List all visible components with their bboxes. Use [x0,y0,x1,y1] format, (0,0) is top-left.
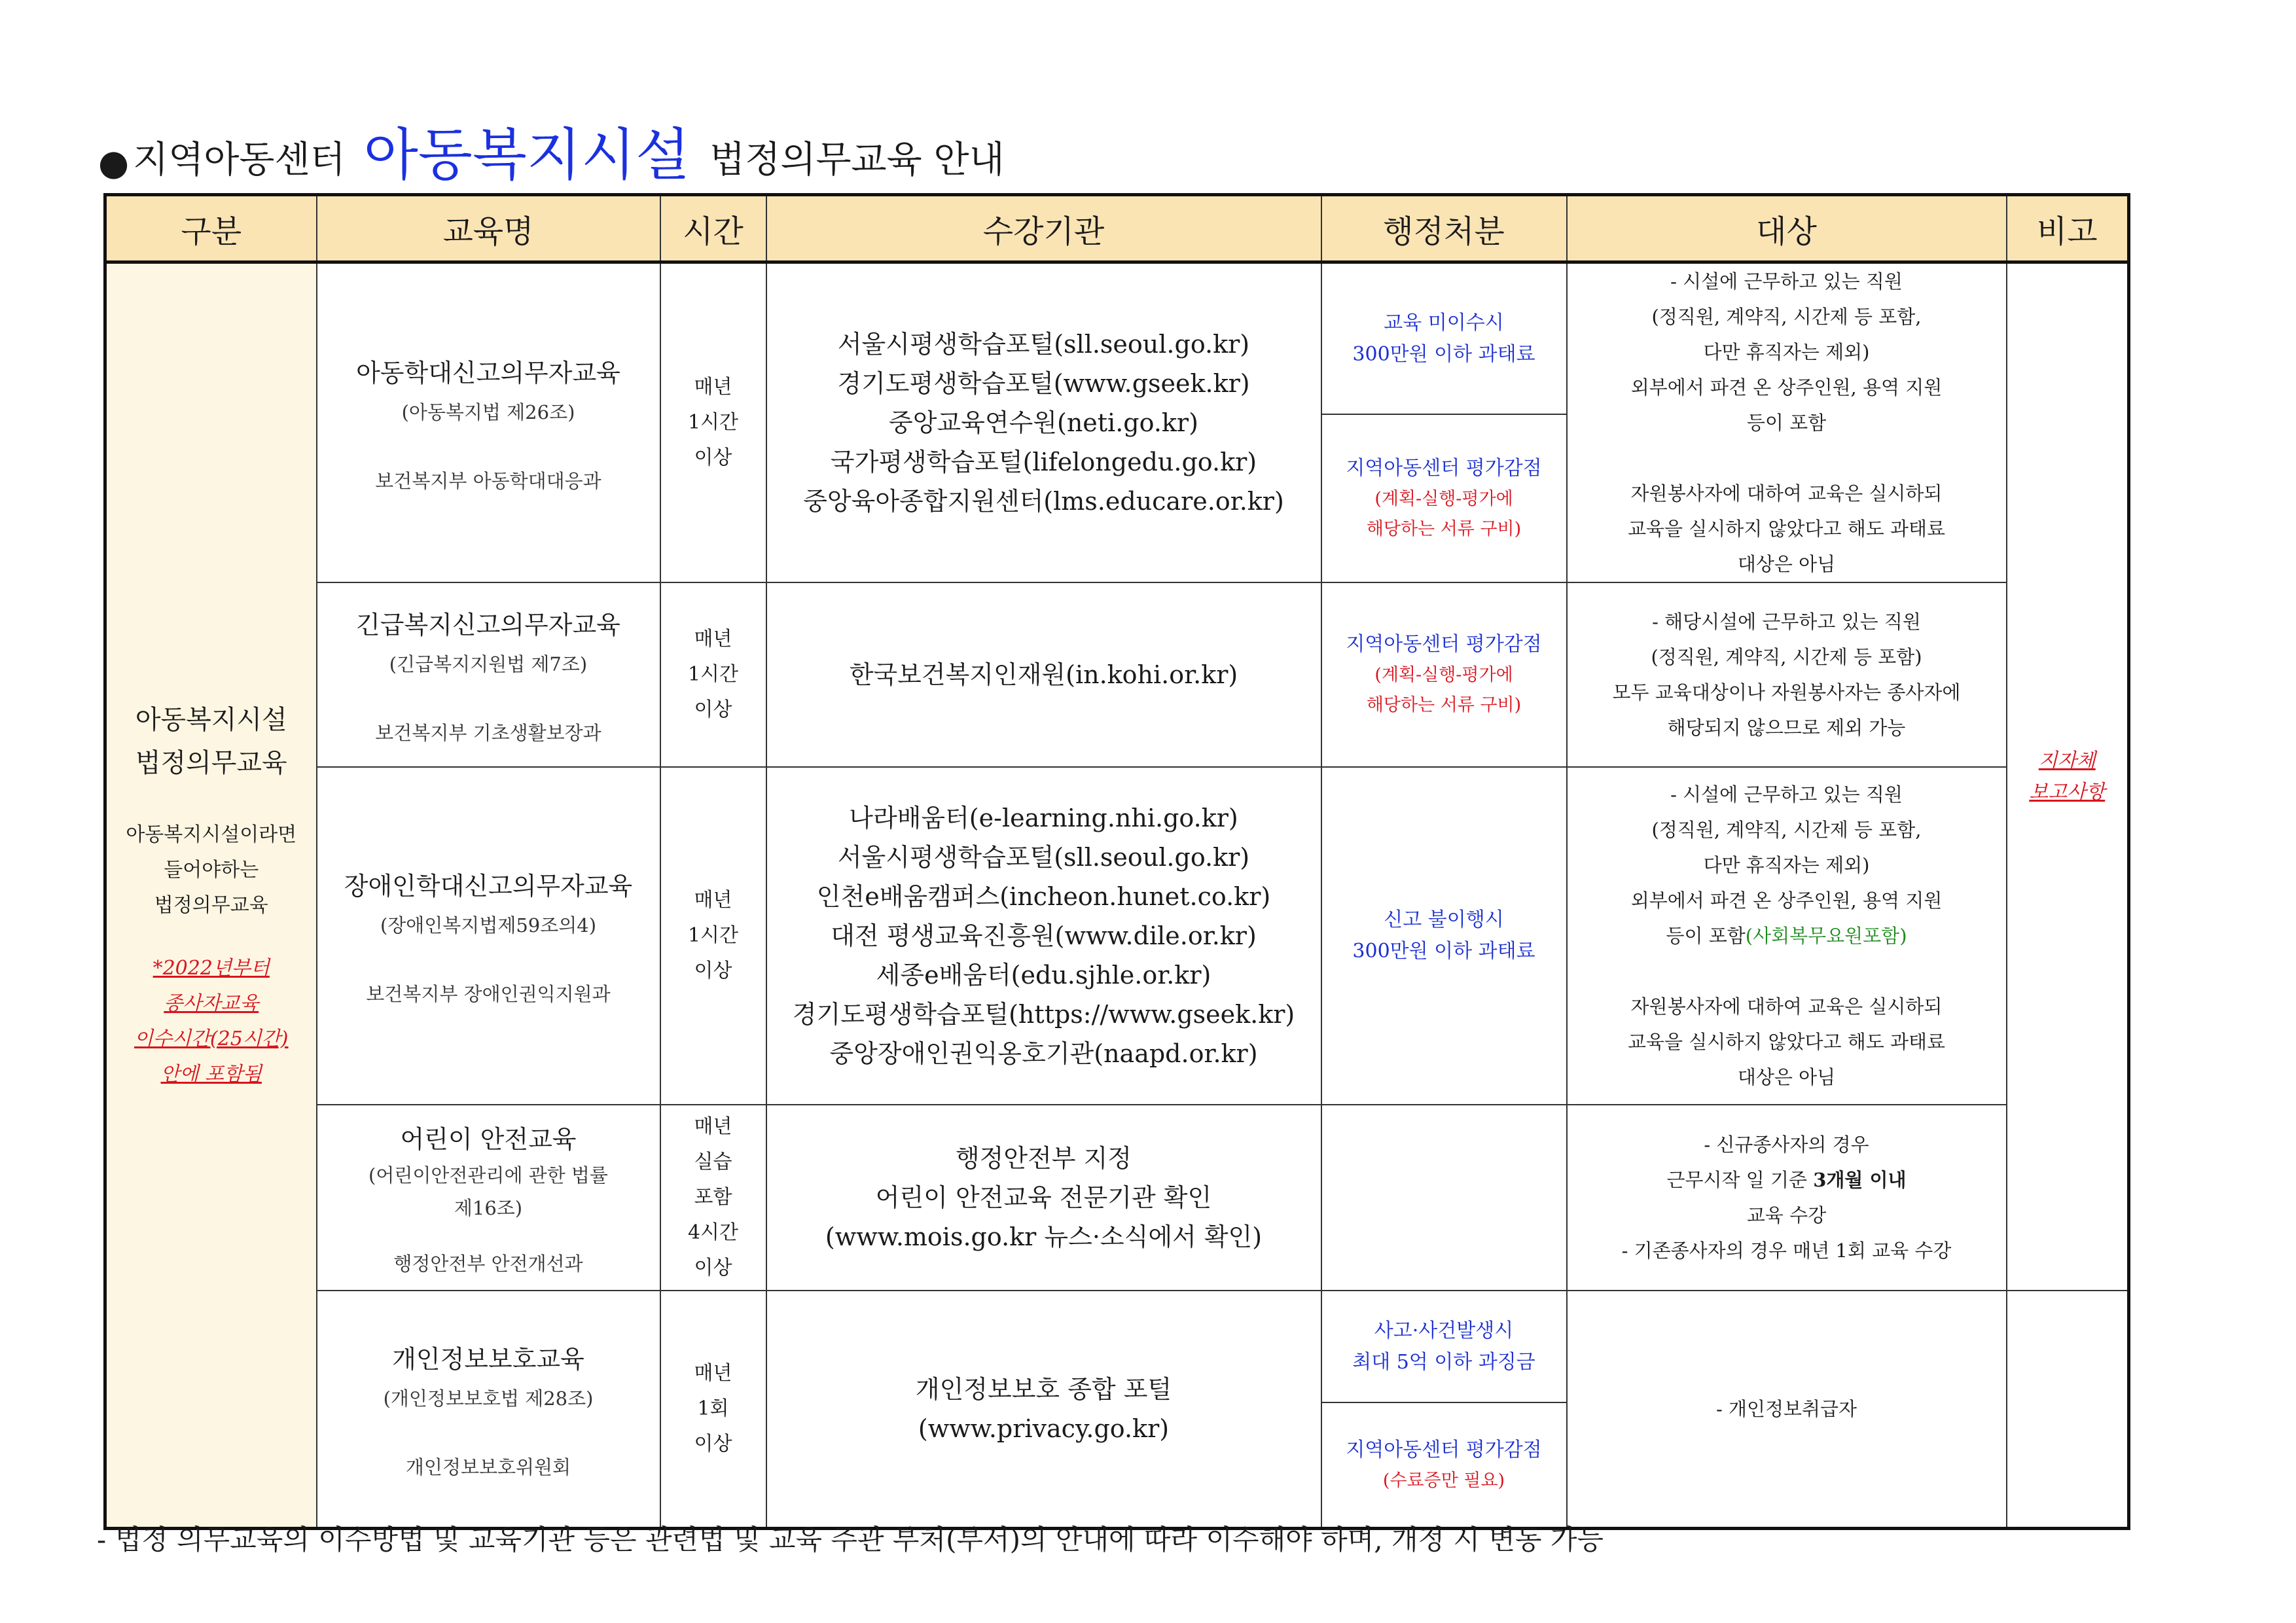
header-remarks: 비고 [2007,195,2129,262]
admin-split [1322,264,1566,582]
institution-item: 대전 평생교육진흥원(www.dile.or.kr) [831,921,1257,950]
category-title-line: 법정의무교육 [135,748,287,778]
institution-item: 국가평생학습포털(lifelongedu.go.kr) [830,448,1257,476]
page-title [98,105,1005,188]
course-law: (장애인복지법제59조의4) [380,914,597,936]
admin-line: 최대 5억 이하 과징금 [1352,1350,1535,1374]
target-line: 해당되지 않으므로 제외 가능 [1667,717,1906,739]
time-line: 이상 [694,446,732,469]
admin-action-cell [1321,1105,1567,1291]
time-line: 4시간 [687,1221,739,1244]
title-suffix: 법정의무교육 안내 [709,139,1005,181]
target-line: - 개인정보취급자 [1715,1398,1857,1420]
admin-split [1322,1291,1566,1527]
table-row [105,1105,2129,1291]
target-line: 대상은 아님 [1737,553,1836,575]
institution-cell [766,1105,1321,1291]
target-line: - 해당시설에 근무하고 있는 직원 [1652,611,1921,633]
target-cell [1567,767,2007,1105]
institution-item: 서울시평생학습포털(sll.seoul.go.kr) [837,330,1250,359]
institution-cell [766,1291,1321,1529]
time-line: 매년 [694,628,732,651]
admin-line: 해당하는 서류 구비) [1366,518,1522,539]
admin-line: (계획-실행-평가에 [1374,665,1513,685]
institution-item: 인천e배움캠퍼스(incheon.hunet.co.kr) [816,882,1271,911]
remark-line: 지자체 [2038,749,2096,772]
time-line: 포함 [694,1186,732,1209]
time-line: 매년 [694,376,732,399]
admin-line: 신고 불이행시 [1384,908,1504,931]
time-cell [660,1105,766,1291]
target-line: - 시설에 근무하고 있는 직원 [1670,783,1903,806]
time-line: 이상 [694,1257,732,1279]
target-line: (정직원, 계약직, 시간제 등 포함, [1651,306,1922,328]
target-line: 교육 수강 [1746,1204,1827,1226]
target-text: 등이 포함 [1666,925,1746,947]
institution-item: 한국보건복지인재원(in.kohi.or.kr) [849,660,1238,689]
target-cell [1567,582,2007,767]
institution-cell [766,582,1321,767]
target-highlight: (사회복무요원포함) [1745,925,1907,947]
target-line: 모두 교육대상이나 자원봉사자는 종사자에 [1612,681,1961,704]
course-department: 행정안전부 안전개선과 [393,1253,583,1275]
admin-action-cell [1321,262,1567,583]
institution-item: 경기도평생학습포털(https://www.gseek.kr) [792,1000,1295,1029]
category-note-line: *2022년부터 [152,957,270,980]
header-time: 시간 [660,195,766,262]
target-line [1568,918,2006,954]
header-category: 구분 [105,195,317,262]
admin-line: 300만원 이하 과태료 [1352,940,1535,963]
course-law: (개인정보보호법 제28조) [383,1387,594,1410]
remark-line: 보고사항 [2029,781,2106,804]
time-line: 1시간 [687,663,739,686]
institution-item: 세종e배움터(edu.sjhle.or.kr) [876,961,1211,990]
course-name: 아동학대신고의무자교육 [356,358,620,387]
category-desc-line: 법정의무교육 [154,894,268,917]
admin-line: (계획-실행-평가에 [1374,488,1513,509]
institution-item: 행정안전부 지정 [955,1144,1132,1173]
admin-line: 교육 미이수시 [1384,311,1504,334]
admin-line: 지역아동센터 평가감점 [1346,1438,1542,1461]
admin-line: 지역아동센터 평가감점 [1346,456,1542,480]
time-line: 매년 [694,1115,732,1138]
table-row [105,582,2129,767]
course-department: 보건복지부 장애인권익지원과 [366,982,611,1005]
target-line [1568,954,2006,989]
target-line: 대상은 아님 [1737,1066,1836,1088]
admin-line: 사고·사건발생시 [1374,1319,1514,1342]
admin-line: 지역아동센터 평가감점 [1346,633,1542,656]
header-course-name: 교육명 [317,195,660,262]
admin-line: 300만원 이하 과태료 [1352,342,1535,366]
target-cell [1567,1291,2007,1529]
category-note [107,951,316,1092]
time-line: 이상 [694,1433,732,1455]
table-header-row [105,195,2129,262]
institution-item: 중앙교육연수원(neti.go.kr) [889,408,1198,437]
time-line: 매년 [694,889,732,912]
course-name-cell [317,1105,660,1291]
admin-top [1322,1291,1566,1402]
course-name: 긴급복지신고의무자교육 [356,610,620,639]
time-line: 실습 [694,1150,732,1173]
institution-cell [766,767,1321,1105]
target-line: - 신규종사자의 경우 [1704,1133,1869,1156]
target-cell [1567,1105,2007,1291]
course-department: 보건복지부 기초생활보장과 [375,721,601,744]
course-name: 개인정보보호교육 [392,1344,584,1374]
target-line: 다만 휴직자는 제외) [1703,854,1870,876]
target-line: 외부에서 파견 온 상주인원, 용역 지원 [1630,376,1943,399]
education-table [103,193,2130,1530]
institution-item: 나라배움터(e-learning.nhi.go.kr) [849,804,1238,832]
course-name: 어린이 안전교육 [400,1125,577,1154]
target-text: 근무시작 일 기준 [1666,1169,1807,1191]
institution-item: 서울시평생학습포털(sll.seoul.go.kr) [837,843,1250,872]
admin-top [1322,264,1566,414]
course-department: 개인정보보호위원회 [405,1455,571,1478]
course-name-cell [317,582,660,767]
remarks-cell-empty [2007,1291,2129,1529]
institution-item: 경기도평생학습포털(www.gseek.kr) [837,369,1250,398]
admin-action-cell [1321,767,1567,1105]
title-prefix: 지역아동센터 [133,139,346,181]
target-line: 외부에서 파견 온 상주인원, 용역 지원 [1630,889,1943,912]
table-row [105,767,2129,1105]
course-department: 보건복지부 아동학대대응과 [375,469,601,492]
course-law: (아동복지법 제26조) [401,401,575,423]
target-line: - 시설에 근무하고 있는 직원 [1670,270,1903,293]
course-name-cell [317,1291,660,1529]
table-row [105,262,2129,583]
time-line: 이상 [694,959,732,982]
target-cell [1567,262,2007,583]
target-line: 자원봉사자에 대하여 교육은 실시하되 [1630,482,1943,505]
header-administrative-action: 행정처분 [1321,195,1567,262]
title-bullet: ● [98,142,130,183]
target-line: 등이 포함 [1746,412,1827,434]
institution-item: 어린이 안전교육 전문기관 확인 [875,1183,1212,1212]
target-line: (정직원, 계약직, 시간제 등 포함, [1651,819,1922,841]
time-line: 1시간 [687,411,739,434]
target-line: (정직원, 계약직, 시간제 등 포함) [1651,646,1922,668]
footnote: - 법정 의무교육의 이수방법 및 교육기관 등은 관련법 및 교육 주관 부처(부서)의 안내에 따라 이수해야 하며, 개정 시 변동 가능 [97,1524,1604,1556]
category-note-line: 안에 포함됨 [160,1063,262,1086]
target-line: - 기존종사자의 경우 매년 1회 교육 수강 [1621,1240,1952,1262]
time-cell [660,262,766,583]
course-name-cell [317,767,660,1105]
target-line: 자원봉사자에 대하여 교육은 실시하되 [1630,995,1943,1018]
institution-item: 중앙장애인권익옹호기관(naapd.or.kr) [829,1039,1258,1068]
time-line: 1시간 [687,924,739,947]
category-title-line: 아동복지시설 [135,705,287,735]
institution-item: (www.privacy.go.kr) [918,1414,1170,1443]
course-name: 장애인학대신고의무자교육 [344,871,633,901]
institution-item: (www.mois.go.kr 뉴스·소식에서 확인) [825,1222,1263,1251]
admin-bottom [1322,1402,1566,1527]
category-desc-line: 아동복지시설이라면 [126,823,297,846]
category-description [107,817,316,923]
table-row [105,1291,2129,1529]
institution-item: 개인정보보호 종합 포털 [915,1375,1172,1404]
time-cell [660,767,766,1105]
target-line [1568,440,2006,476]
course-law: (긴급복지지원법 제7조) [389,652,588,675]
target-line [1568,1162,2006,1198]
course-name-cell [317,262,660,583]
admin-line: (수료증만 필요) [1382,1470,1505,1491]
target-line: 교육을 실시하지 않았다고 해도 과태료 [1627,1031,1946,1053]
category-note-line: 이수시간(25시간) [134,1027,289,1050]
remarks-cell [2007,262,2129,1291]
admin-bottom [1322,414,1566,582]
admin-line: 해당하는 서류 구비) [1366,695,1522,715]
category-note-line: 종사자교육 [164,992,259,1015]
institution-item: 중앙육아종합지원센터(lms.educare.or.kr) [803,487,1284,516]
admin-action-cell [1321,1291,1567,1529]
target-bold: 3개월 이내 [1813,1169,1907,1191]
time-line: 1회 [697,1397,729,1420]
time-line: 이상 [694,698,732,721]
header-target: 대상 [1567,195,2007,262]
admin-action-cell [1321,582,1567,767]
time-cell [660,1291,766,1529]
category-desc-line: 들어야하는 [164,859,259,882]
title-highlight: 아동복지시설 [363,122,691,188]
institution-cell [766,262,1321,583]
time-line: 매년 [694,1362,732,1385]
target-line: 교육을 실시하지 않았다고 해도 과태료 [1627,518,1946,540]
category-cell [105,262,317,1529]
course-law: (어린이안전관리에 관한 법률 [368,1164,608,1186]
header-institution: 수강기관 [766,195,1321,262]
course-law: 제16조) [454,1197,523,1219]
time-cell [660,582,766,767]
target-line: 다만 휴직자는 제외) [1703,341,1870,363]
